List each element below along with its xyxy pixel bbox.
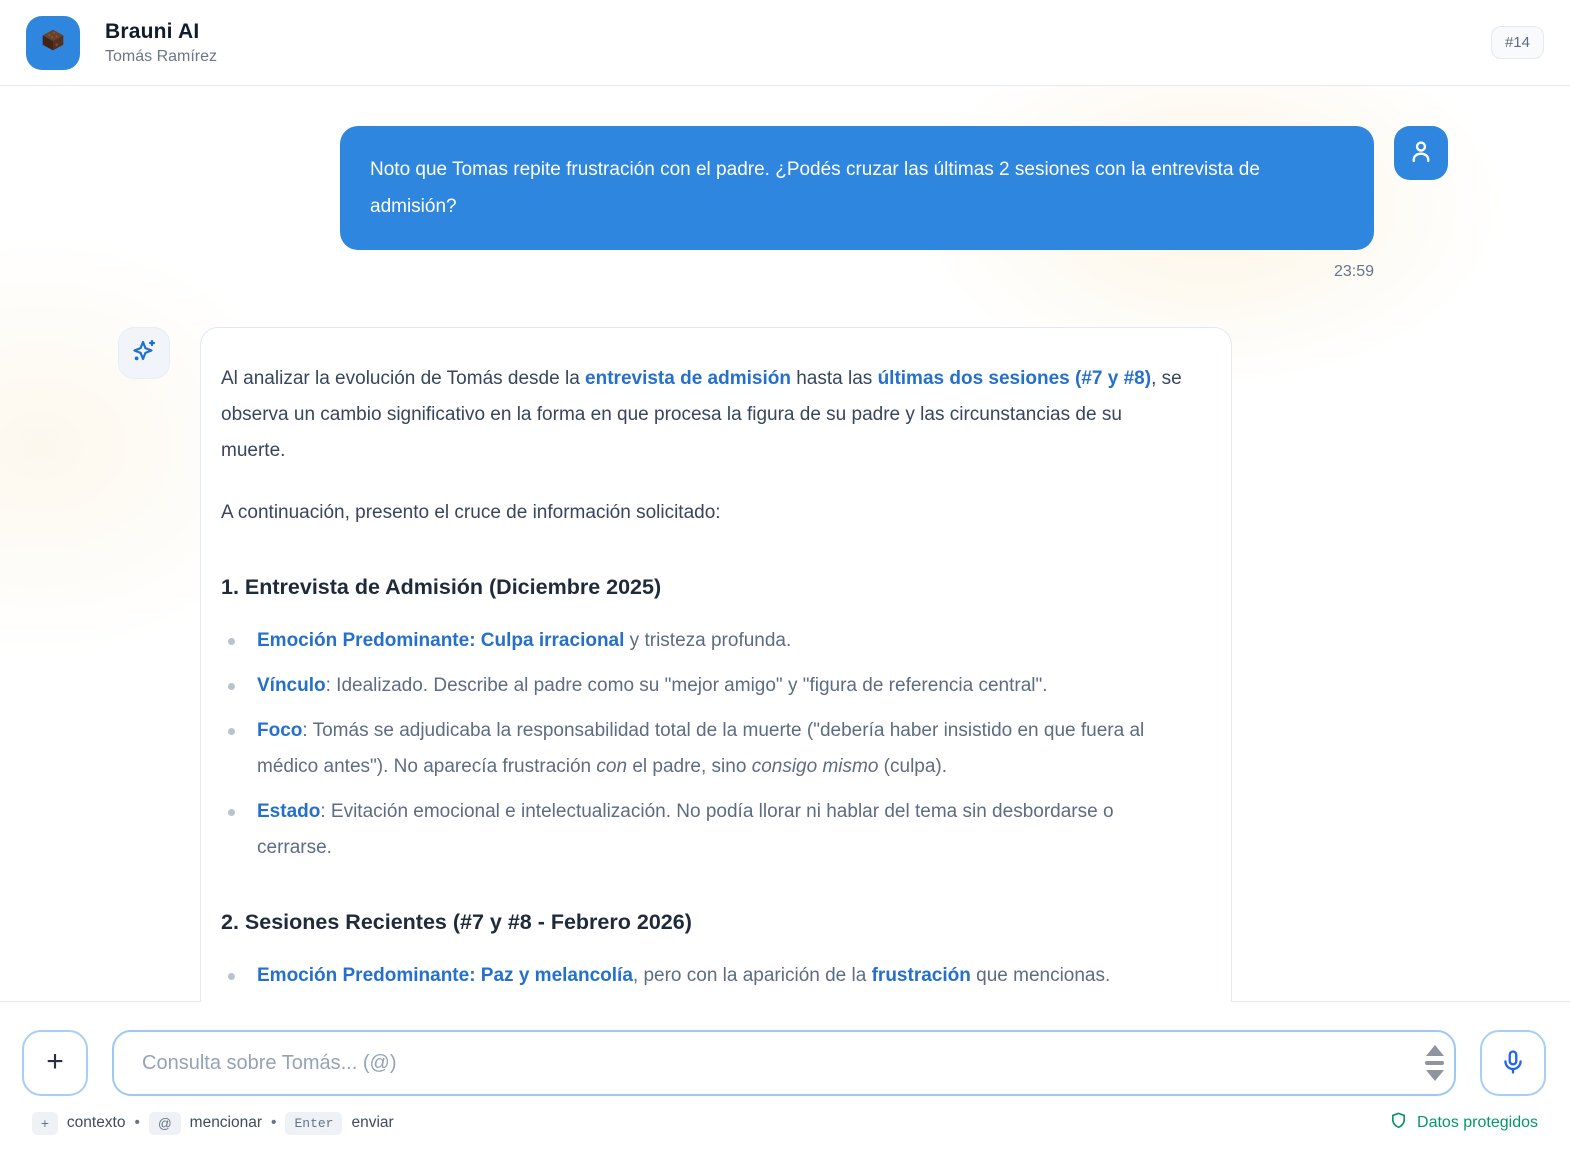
privacy-badge <box>1389 1111 1538 1135</box>
text-segment: Emoción Predominante: Paz y melancolía <box>257 965 633 986</box>
input-stepper[interactable] <box>1425 1045 1444 1081</box>
ai-intro2-paragraph <box>221 495 1191 531</box>
stepper-down-icon[interactable] <box>1426 1070 1444 1081</box>
ai-message-row <box>118 327 1570 1109</box>
composer <box>0 1002 1570 1157</box>
user-avatar <box>1394 126 1448 180</box>
text-segment: , pero con la aparición de la <box>632 965 872 986</box>
session-number-badge: #14 <box>1491 26 1544 59</box>
plus-icon: + <box>46 1044 64 1078</box>
mention-hint-label: mencionar <box>189 1114 263 1131</box>
add-context-button[interactable] <box>22 1030 88 1096</box>
text-segment: Estado <box>257 801 321 822</box>
text-segment: Vínculo <box>257 675 326 696</box>
text-segment: con <box>596 756 628 777</box>
text-segment: frustración <box>871 965 971 986</box>
text-segment: Emoción Predominante: Culpa irracional <box>257 630 625 651</box>
person-icon <box>1407 137 1435 170</box>
text-segment: A continuación, presento el cruce de información solicitado: <box>221 502 721 523</box>
text-segment: el padre, sino <box>627 756 752 777</box>
privacy-label: Datos protegidos <box>1417 1114 1538 1131</box>
list-item <box>221 623 1191 659</box>
voice-input-button[interactable] <box>1480 1030 1546 1096</box>
enter-key-chip: Enter <box>285 1112 342 1135</box>
text-segment: y tristeza profunda. <box>624 630 792 651</box>
section2-heading: 2. Sesiones Recientes (#7 y #8 - Febrero 2026) <box>221 910 692 934</box>
hint-separator: • <box>271 1114 277 1131</box>
user-message-row <box>0 126 1448 250</box>
text-segment: (culpa). <box>878 756 948 777</box>
text-segment: últimas dos sesiones (#7 y #8) <box>877 368 1152 389</box>
list-item <box>221 668 1191 704</box>
app-title: Brauni AI <box>105 19 200 43</box>
stepper-handle[interactable] <box>1425 1061 1444 1065</box>
text-segment: que mencionas. <box>970 965 1111 986</box>
text-segment: Al analizar la evolución de Tomás desde la <box>221 368 586 389</box>
list-item <box>221 958 1191 994</box>
stepper-up-icon[interactable] <box>1426 1045 1444 1056</box>
ai-avatar <box>118 327 170 379</box>
plus-key-chip: + <box>32 1112 58 1135</box>
patient-name: Tomás Ramírez <box>105 47 218 65</box>
chat-input[interactable] <box>112 1030 1456 1096</box>
hint-separator: • <box>134 1114 140 1131</box>
text-segment: : Evitación emocional e intelectualización. No podía llorar ni hablar del tema sin desbordarse o cerrarse. <box>257 801 1114 858</box>
list-item <box>221 794 1191 866</box>
text-segment: Foco <box>257 720 303 741</box>
send-hint-label: enviar <box>351 1114 394 1131</box>
user-message-bubble: Noto que Tomas repite frustración con el padre. ¿Podés cruzar las últimas 2 sesiones con la entrevista de admisión? <box>340 126 1374 250</box>
brownie-icon <box>38 25 68 60</box>
at-key-chip: @ <box>149 1112 181 1135</box>
message-timestamp: 23:59 <box>1333 263 1374 280</box>
text-segment: : Tomás se adjudicaba la responsabilidad total de la muerte ("debería haber insistido en que fuera al médico antes"). No aparecía frustración <box>257 720 1145 777</box>
text-segment: hasta las <box>790 368 878 389</box>
app-avatar <box>26 16 80 70</box>
text-segment: : Idealizado. Describe al padre como su "mejor amigo" y "figura de referencia central". <box>325 675 1048 696</box>
ai-intro-paragraph <box>221 361 1191 469</box>
microphone-icon <box>1499 1048 1527 1079</box>
ai-message-card <box>200 327 1232 1109</box>
text-segment: entrevista de admisión <box>585 368 791 389</box>
section1-bullet-list <box>221 623 1191 866</box>
app-header <box>0 0 1570 86</box>
text-segment: consigo mismo <box>751 756 879 777</box>
keyboard-hints <box>32 1112 394 1135</box>
shield-icon <box>1389 1111 1408 1135</box>
chat-scroll-area[interactable] <box>0 86 1570 1002</box>
list-item <box>221 713 1191 785</box>
context-hint-label: contexto <box>66 1114 126 1131</box>
text-segment: , se observa un cambio significativo en la forma en que procesa la figura de su padre y las circunstancias de su muerte. <box>221 368 1182 461</box>
section1-heading: 1. Entrevista de Admisión (Diciembre 2025) <box>221 575 662 599</box>
sparkle-icon <box>128 335 160 372</box>
